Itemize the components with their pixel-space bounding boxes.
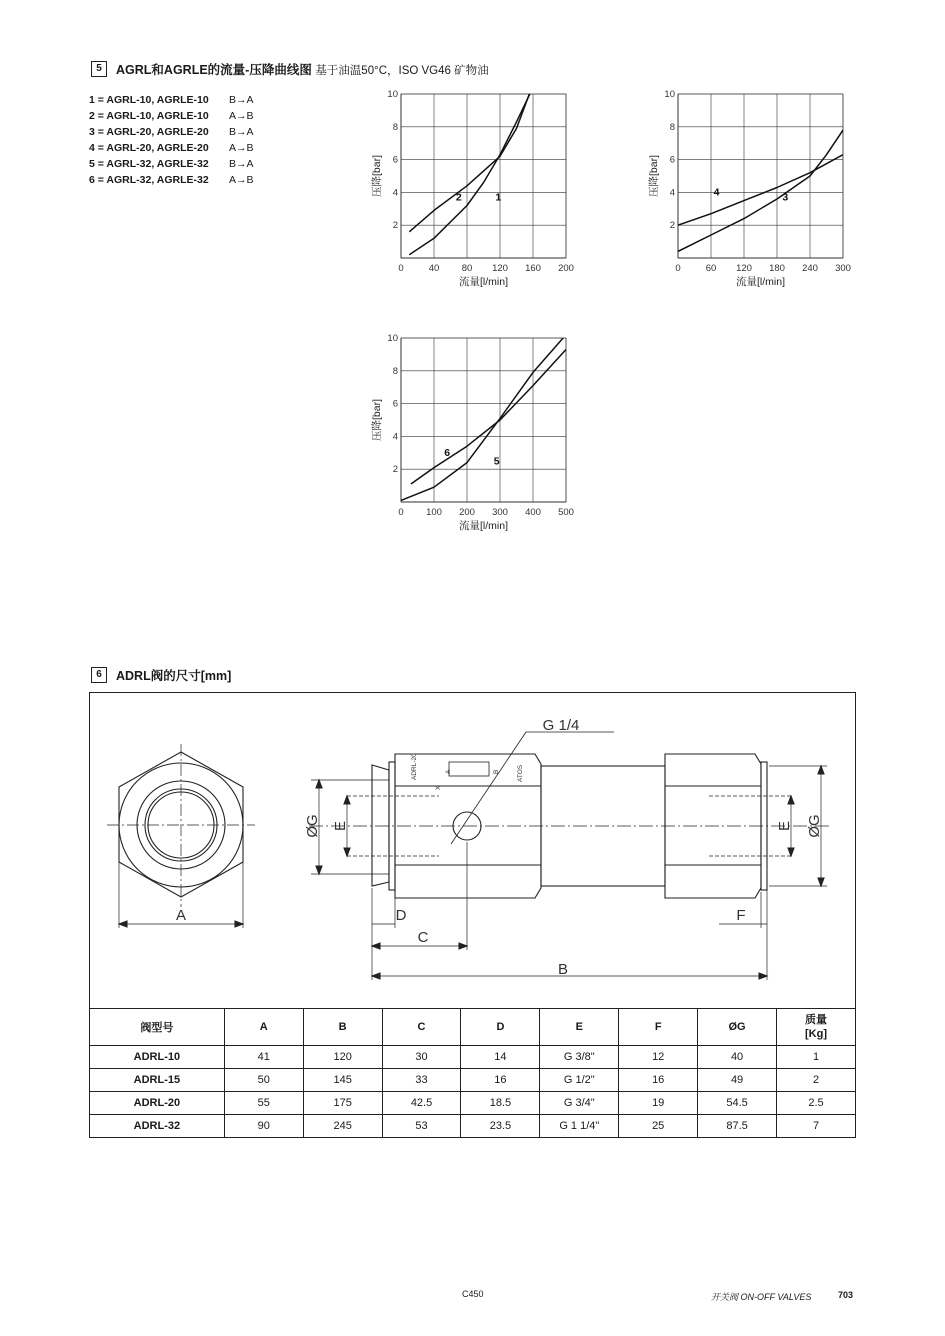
chart-agrl-20 bbox=[637, 86, 867, 296]
dim-label-b: B bbox=[557, 961, 569, 978]
table-header-row bbox=[90, 1009, 856, 1046]
y-tick-label: 4 bbox=[392, 187, 398, 199]
col-header: D bbox=[461, 1009, 540, 1046]
series-label-5: 5 bbox=[493, 455, 500, 468]
dim-label-c: C bbox=[417, 929, 429, 946]
y-axis-label: 压降[bar] bbox=[371, 398, 383, 442]
y-tick-label: 2 bbox=[392, 220, 398, 232]
x-tick-label: 100 bbox=[426, 507, 442, 518]
body-model-mark: ADRL-20 bbox=[411, 753, 418, 780]
x-tick-label: 120 bbox=[492, 263, 508, 274]
x-tick-label: 60 bbox=[705, 263, 717, 274]
section-5-title bbox=[116, 60, 489, 78]
y-tick-label: 6 bbox=[669, 154, 675, 166]
col-header: A bbox=[224, 1009, 303, 1046]
y-tick-label: 2 bbox=[669, 220, 675, 232]
y-tick-label: 4 bbox=[392, 431, 398, 443]
x-tick-label: 180 bbox=[769, 263, 785, 274]
x-tick-label: 0 bbox=[675, 263, 681, 274]
table-row: ADRL-32 90 245 53 23.5 G 1 1/4" 25 87.5 7 bbox=[90, 1115, 856, 1138]
series-label-6: 6 bbox=[444, 447, 451, 460]
col-header: E bbox=[540, 1009, 619, 1046]
chart-agrl-10 bbox=[360, 86, 590, 296]
y-tick-label: 8 bbox=[392, 121, 398, 133]
chart-agrl-32 bbox=[360, 330, 590, 540]
dim-label-og-left: ØG bbox=[304, 814, 321, 838]
plot-frame bbox=[678, 94, 843, 258]
dim-label-e-left: E bbox=[332, 820, 349, 832]
y-axis-label: 压降[bar] bbox=[648, 154, 660, 198]
dim-label-e-right: E bbox=[776, 820, 793, 832]
x-tick-label: 500 bbox=[558, 507, 574, 518]
x-tick-label: 300 bbox=[835, 263, 851, 274]
section-5-subtitle: 基于油温50°C，ISO VG46 矿物油 bbox=[315, 65, 489, 77]
col-header: F bbox=[619, 1009, 698, 1046]
x-axis-label: 流量[l/min] bbox=[458, 520, 509, 532]
section-5-title-text: AGRL和AGRLE的流量-压降曲线图 bbox=[116, 63, 312, 77]
y-tick-label: 10 bbox=[664, 89, 675, 100]
port-x-mark: X bbox=[435, 785, 442, 790]
series-line-1 bbox=[409, 87, 533, 254]
col-header: 质量 [Kg] bbox=[777, 1009, 856, 1046]
x-tick-label: 200 bbox=[459, 507, 475, 518]
y-tick-label: 2 bbox=[392, 464, 398, 476]
x-axis-label: 流量[l/min] bbox=[735, 276, 786, 288]
y-tick-label: 6 bbox=[392, 154, 398, 166]
x-tick-label: 160 bbox=[525, 263, 541, 274]
series-label-2: 2 bbox=[455, 191, 462, 204]
plot-frame bbox=[401, 94, 566, 258]
series-label-1: 1 bbox=[495, 191, 502, 204]
x-tick-label: 80 bbox=[461, 263, 473, 274]
x-tick-label: 40 bbox=[428, 263, 440, 274]
series-line-5 bbox=[401, 335, 566, 501]
x-axis-label: 流量[l/min] bbox=[458, 276, 509, 288]
dim-label-a: A bbox=[175, 907, 187, 924]
x-tick-label: 240 bbox=[802, 263, 818, 274]
x-tick-label: 0 bbox=[398, 263, 404, 274]
table-row: ADRL-20 55 175 42.5 18.5 G 3/4" 19 54.5 2.5 bbox=[90, 1092, 856, 1115]
legend-item: 1 = AGRL-10, AGRLE-10 B→A bbox=[89, 94, 254, 106]
x-tick-label: 0 bbox=[398, 507, 404, 518]
curve-legend bbox=[89, 92, 254, 188]
table-row: ADRL-10 41 120 30 14 G 3/8" 12 40 1 bbox=[90, 1046, 856, 1069]
x-tick-label: 400 bbox=[525, 507, 541, 518]
port-b-mark: B bbox=[493, 769, 500, 774]
footer-category: 开关阀 ON-OFF VALVES bbox=[711, 1292, 812, 1302]
table-row: ADRL-15 50 145 33 16 G 1/2" 16 49 2 bbox=[90, 1069, 856, 1092]
dimension-table bbox=[89, 1008, 856, 1138]
legend-item: 5 = AGRL-32, AGRLE-32 B→A bbox=[89, 158, 254, 170]
legend-item: 2 = AGRL-10, AGRLE-10 A→B bbox=[89, 110, 254, 122]
footer-code: C450 bbox=[462, 1289, 484, 1299]
y-tick-label: 10 bbox=[387, 89, 398, 100]
legend-item: 3 = AGRL-20, AGRLE-20 B→A bbox=[89, 126, 254, 138]
port-a-mark: A bbox=[445, 769, 452, 774]
series-line-3 bbox=[678, 130, 843, 251]
series-label-4: 4 bbox=[713, 186, 720, 199]
series-label-3: 3 bbox=[782, 191, 789, 204]
col-header: C bbox=[382, 1009, 461, 1046]
footer-page-number: 703 bbox=[838, 1290, 854, 1300]
col-header: ØG bbox=[698, 1009, 777, 1046]
col-header: 阀型号 bbox=[90, 1009, 225, 1046]
y-tick-label: 10 bbox=[387, 333, 398, 344]
y-tick-label: 8 bbox=[669, 121, 675, 133]
section-6-title: ADRL阀的尺寸[mm] bbox=[116, 669, 232, 683]
legend-item: 6 = AGRL-32, AGRLE-32 A→B bbox=[89, 174, 254, 186]
x-tick-label: 120 bbox=[736, 263, 752, 274]
brand-mark: ATOS bbox=[517, 764, 524, 782]
section-6-number: 6 bbox=[91, 667, 107, 683]
port-label: G 1/4 bbox=[542, 717, 580, 734]
dim-label-og-right: ØG bbox=[806, 814, 823, 838]
y-axis-label: 压降[bar] bbox=[371, 154, 383, 198]
adrl-dimension-drawing bbox=[89, 692, 856, 1008]
dim-label-f: F bbox=[736, 907, 746, 924]
x-tick-label: 300 bbox=[492, 507, 508, 518]
col-header: B bbox=[303, 1009, 382, 1046]
section-5-number: 5 bbox=[91, 61, 107, 77]
y-tick-label: 6 bbox=[392, 398, 398, 410]
dim-label-d: D bbox=[395, 907, 407, 924]
y-tick-label: 4 bbox=[669, 187, 675, 199]
legend-item: 4 = AGRL-20, AGRLE-20 A→B bbox=[89, 142, 254, 154]
x-tick-label: 200 bbox=[558, 263, 574, 274]
y-tick-label: 8 bbox=[392, 365, 398, 377]
series-line-2 bbox=[409, 86, 533, 232]
